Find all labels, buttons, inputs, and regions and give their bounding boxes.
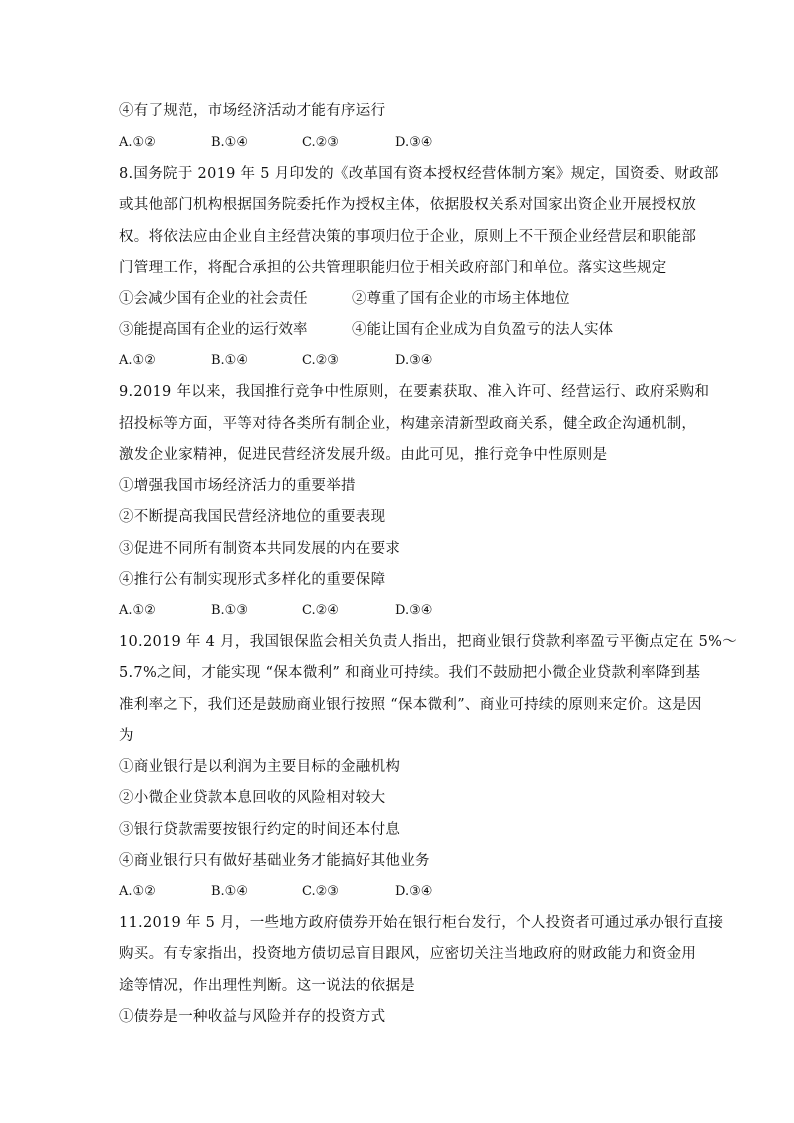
q11-statement-1: ①债券是一种收益与风险并存的投资方式 (119, 1009, 386, 1025)
q8-option-c: C.②③ (302, 353, 339, 368)
q9-option-a: A.①② (119, 603, 156, 618)
q9-statement-1: ①增强我国市场经济活力的重要举措 (119, 478, 356, 494)
q8-statement-2: ②尊重了国有企业的市场主体地位 (352, 291, 570, 307)
q9-option-b: B.①③ (211, 603, 248, 618)
q7-statement-4: ④有了规范，市场经济活动才能有序运行 (119, 103, 386, 119)
q9-statement-3: ③促进不同所有制资本共同发展的内在要求 (119, 541, 401, 557)
q10-option-a: A.①② (119, 884, 156, 899)
q8-option-d: D.③④ (395, 353, 433, 368)
q8-stem-line-3: 权。将依法应由企业自主经营决策的事项归位于企业，原则上不干预企业经营层和职能部 (119, 229, 697, 245)
q8-option-a: A.①② (119, 353, 156, 368)
q9-statement-2: ②不断提高我国民营经济地位的重要表现 (119, 509, 386, 525)
q7-option-d: D.③④ (395, 135, 433, 150)
q11-stem-line-3: 途等情况，作出理性判断。这一说法的依据是 (119, 978, 415, 994)
q10-statement-2: ②小微企业贷款本息回收的风险相对较大 (119, 790, 386, 806)
q7-option-c: C.②③ (302, 135, 339, 150)
q9-option-c: C.②④ (302, 603, 339, 618)
q10-option-c: C.②③ (302, 884, 339, 899)
q8-statement-1: ①会减少国有企业的社会责任 (119, 291, 308, 307)
q8-statement-4: ④能让国有企业成为自负盈亏的法人实体 (352, 322, 613, 338)
q10-stem-line-3: 准利率之下，我们还是鼓励商业银行按照 “保本微利”、商业可持续的原则来定价。这是因 (119, 697, 702, 713)
q10-stem-line-4: 为 (119, 728, 134, 744)
q10-statement-3: ③银行贷款需要按银行约定的时间还本付息 (119, 822, 401, 838)
q9-stem-line-3: 激发企业家精神，促进民营经济发展升级。由此可见，推行竞争中性原则是 (119, 447, 608, 463)
q9-stem-line-2: 招投标等方面，平等对待各类所有制企业，构建亲清新型政商关系，健全政企沟通机制， (119, 416, 697, 432)
q8-stem-line-1: 8.国务院于 2019 年 5 月印发的《改革国有资本授权经营体制方案》规定，国资委、财政部 (119, 166, 719, 182)
q7-option-a: A.①② (119, 135, 156, 150)
q8-stem-line-2: 或其他部门机构根据国务院委托作为授权主体，依据股权关系对国家出资企业开展授权放 (119, 197, 697, 213)
q8-option-b: B.①④ (211, 353, 248, 368)
q9-stem-line-1: 9.2019 年以来，我国推行竞争中性原则，在要素获取、准入许可、经营运行、政府采购和 (119, 384, 710, 400)
q11-stem-line-1: 11.2019 年 5 月，一些地方政府债券开始在银行柜台发行，个人投资者可通过承办银行直接 (119, 915, 724, 931)
q7-option-b: B.①④ (211, 135, 248, 150)
q8-statement-3: ③能提高国有企业的运行效率 (119, 322, 308, 338)
q10-statement-1: ①商业银行是以利润为主要目标的金融机构 (119, 759, 401, 775)
q9-statement-4: ④推行公有制实现形式多样化的重要保障 (119, 572, 386, 588)
q10-stem-line-2: 5.7%之间，才能实现 “保本微利” 和商业可持续。我们不鼓励把小微企业贷款利率降到基 (119, 665, 701, 681)
q10-stem-line-1: 10.2019 年 4 月，我国银保监会相关负责人指出，把商业银行贷款利率盈亏平衡点定在 5%～ (119, 634, 738, 650)
q10-option-b: B.①④ (211, 884, 248, 899)
q10-statement-4: ④商业银行只有做好基础业务才能搞好其他业务 (119, 853, 430, 869)
q11-stem-line-2: 购买。有专家指出，投资地方债切忌盲目跟风，应密切关注当地政府的财政能力和资金用 (119, 946, 697, 962)
q9-option-d: D.③④ (395, 603, 433, 618)
q8-stem-line-4: 门管理工作，将配合承担的公共管理职能归位于相关政府部门和单位。落实这些规定 (119, 260, 667, 276)
q10-option-d: D.③④ (395, 884, 433, 899)
